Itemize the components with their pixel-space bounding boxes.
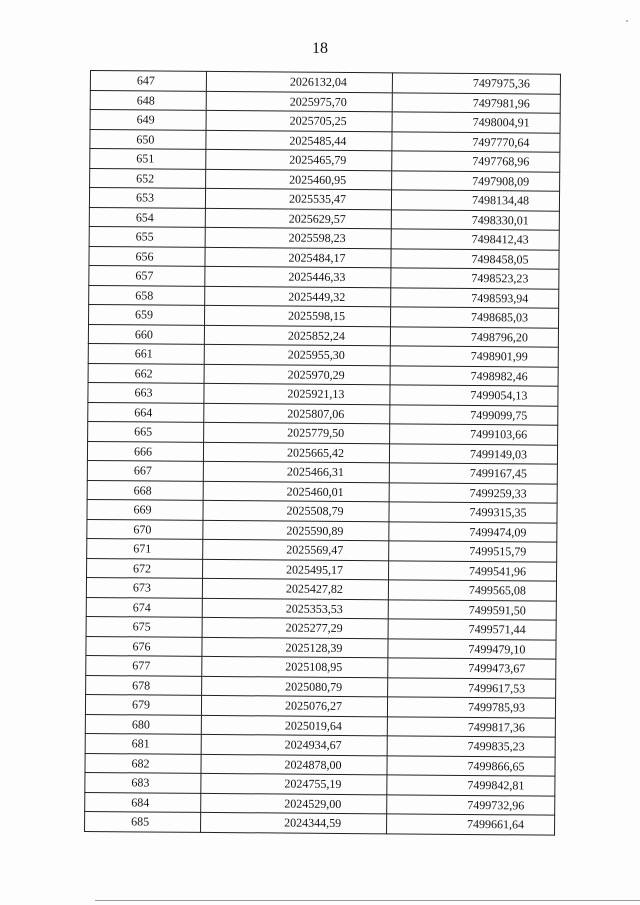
point-number-cell: 685 (85, 811, 201, 831)
point-number-cell: 662 (88, 363, 204, 383)
point-number-cell: 671 (87, 538, 203, 558)
y-coordinate-cell: 7499565,08 (388, 580, 556, 601)
point-number-cell: 647 (90, 71, 206, 91)
x-coordinate-cell: 2025970,29 (204, 364, 390, 385)
y-coordinate-cell: 7499099,75 (390, 404, 558, 425)
point-number-cell: 656 (89, 246, 205, 266)
x-coordinate-cell: 2024934,67 (201, 734, 387, 755)
point-number-cell: 673 (86, 577, 202, 597)
x-coordinate-cell: 2025598,15 (205, 305, 391, 326)
x-coordinate-cell: 2025779,50 (204, 422, 390, 443)
point-number-cell: 668 (87, 480, 203, 500)
x-coordinate-cell: 2025460,01 (203, 481, 389, 502)
x-coordinate-cell: 2025590,89 (203, 520, 389, 541)
point-number-cell: 652 (90, 168, 206, 188)
y-coordinate-cell: 7499866,65 (387, 755, 555, 776)
y-coordinate-cell: 7499541,96 (389, 560, 557, 581)
x-coordinate-cell: 2025080,79 (202, 676, 388, 697)
x-coordinate-cell: 2024878,00 (201, 754, 387, 775)
point-number-cell: 660 (88, 324, 204, 344)
x-coordinate-cell: 2025569,47 (203, 539, 389, 560)
y-coordinate-cell: 7498685,03 (390, 307, 558, 328)
coordinates-table (84, 70, 561, 835)
x-coordinate-cell: 2025535,47 (205, 188, 391, 209)
point-number-cell: 683 (85, 772, 201, 792)
point-number-cell: 650 (90, 129, 206, 149)
y-coordinate-cell: 7499479,10 (388, 638, 556, 659)
point-number-cell: 658 (89, 285, 205, 305)
y-coordinate-cell: 7497908,09 (392, 170, 560, 191)
x-coordinate-cell: 2025019,64 (201, 715, 387, 736)
point-number-cell: 665 (88, 421, 204, 441)
x-coordinate-cell: 2025665,42 (203, 442, 389, 463)
x-coordinate-cell: 2025465,79 (206, 149, 392, 170)
x-coordinate-cell: 2025446,33 (205, 266, 391, 287)
y-coordinate-cell: 7498004,91 (392, 112, 560, 133)
x-coordinate-cell: 2025277,29 (202, 617, 388, 638)
point-number-cell: 672 (87, 558, 203, 578)
point-number-cell: 655 (89, 226, 205, 246)
y-coordinate-cell: 7499591,50 (388, 599, 556, 620)
y-coordinate-cell: 7497975,36 (392, 73, 560, 94)
y-coordinate-cell: 7499617,53 (388, 677, 556, 698)
point-number-cell: 670 (87, 519, 203, 539)
point-number-cell: 681 (85, 733, 201, 753)
y-coordinate-cell: 7498982,46 (390, 365, 558, 386)
point-number-cell: 680 (85, 714, 201, 734)
point-number-cell: 677 (86, 655, 202, 675)
x-coordinate-cell: 2025495,17 (203, 559, 389, 580)
point-number-cell: 657 (89, 265, 205, 285)
point-number-cell: 666 (87, 441, 203, 461)
x-coordinate-cell: 2025466,31 (203, 461, 389, 482)
x-coordinate-cell: 2025508,79 (203, 500, 389, 521)
y-coordinate-cell: 7498901,99 (390, 346, 558, 367)
point-number-cell: 648 (90, 90, 206, 110)
page-number: 18 (312, 40, 328, 57)
y-coordinate-cell: 7498523,23 (391, 268, 559, 289)
y-coordinate-cell: 7499515,79 (389, 541, 557, 562)
x-coordinate-cell: 2025460,95 (206, 169, 392, 190)
x-coordinate-cell: 2025427,82 (202, 578, 388, 599)
y-coordinate-cell: 7499817,36 (387, 716, 555, 737)
x-coordinate-cell: 2025955,30 (204, 344, 390, 365)
x-coordinate-cell: 2025108,95 (202, 656, 388, 677)
scan-edge-line (95, 900, 640, 901)
y-coordinate-cell: 7499473,67 (388, 658, 556, 679)
x-coordinate-cell: 2025705,25 (206, 110, 392, 131)
y-coordinate-cell: 7497768,96 (392, 151, 560, 172)
y-coordinate-cell: 7499149,03 (389, 443, 557, 464)
x-coordinate-cell: 2025975,70 (206, 91, 392, 112)
y-coordinate-cell: 7498412,43 (391, 229, 559, 250)
y-coordinate-cell: 7499103,66 (390, 424, 558, 445)
point-number-cell: 663 (88, 382, 204, 402)
x-coordinate-cell: 2025598,23 (205, 227, 391, 248)
y-coordinate-cell: 7498458,05 (391, 248, 559, 269)
x-coordinate-cell: 2025629,57 (205, 208, 391, 229)
y-coordinate-cell: 7499054,13 (390, 385, 558, 406)
x-coordinate-cell: 2025852,24 (204, 325, 390, 346)
point-number-cell: 654 (89, 207, 205, 227)
point-number-cell: 674 (86, 597, 202, 617)
table-row (85, 811, 555, 834)
point-number-cell: 659 (89, 304, 205, 324)
y-coordinate-cell: 7499842,81 (387, 775, 555, 796)
point-number-cell: 679 (85, 694, 201, 714)
y-coordinate-cell: 7498134,48 (391, 190, 559, 211)
point-number-cell: 661 (88, 343, 204, 363)
y-coordinate-cell: 7497770,64 (392, 131, 560, 152)
x-coordinate-cell: 2025484,17 (205, 247, 391, 268)
y-coordinate-cell: 7499732,96 (387, 794, 555, 815)
y-coordinate-cell: 7498330,01 (391, 209, 559, 230)
point-number-cell: 682 (85, 753, 201, 773)
y-coordinate-cell: 7497981,96 (392, 92, 560, 113)
x-coordinate-cell: 2024344,59 (201, 812, 387, 833)
point-number-cell: 675 (86, 616, 202, 636)
x-coordinate-cell: 2025449,32 (205, 286, 391, 307)
y-coordinate-cell: 7498593,94 (391, 287, 559, 308)
x-coordinate-cell: 2025353,53 (202, 598, 388, 619)
x-coordinate-cell: 2025128,39 (202, 637, 388, 658)
x-coordinate-cell: 2025921,13 (204, 383, 390, 404)
point-number-cell: 669 (87, 499, 203, 519)
x-coordinate-cell: 2025807,06 (204, 403, 390, 424)
y-coordinate-cell: 7499167,45 (389, 463, 557, 484)
point-number-cell: 651 (90, 149, 206, 169)
x-coordinate-cell: 2026132,04 (206, 71, 392, 92)
x-coordinate-cell: 2025485,44 (206, 130, 392, 151)
x-coordinate-cell: 2024755,19 (201, 773, 387, 794)
y-coordinate-cell: 7499835,23 (387, 736, 555, 757)
x-coordinate-cell: 2024529,00 (201, 793, 387, 814)
y-coordinate-cell: 7499785,93 (387, 697, 555, 718)
point-number-cell: 649 (90, 110, 206, 130)
y-coordinate-cell: 7499661,64 (387, 814, 555, 835)
point-number-cell: 678 (86, 675, 202, 695)
y-coordinate-cell: 7499259,33 (389, 482, 557, 503)
y-coordinate-cell: 7499474,09 (389, 521, 557, 542)
coordinates-table-container (84, 70, 554, 835)
y-coordinate-cell: 7499571,44 (388, 619, 556, 640)
point-number-cell: 653 (89, 188, 205, 208)
x-coordinate-cell: 2025076,27 (201, 695, 387, 716)
coordinates-table-body (85, 71, 561, 835)
point-number-cell: 667 (87, 460, 203, 480)
point-number-cell: 664 (88, 402, 204, 422)
point-number-cell: 684 (85, 792, 201, 812)
scan-speck (626, 20, 628, 22)
point-number-cell: 676 (86, 636, 202, 656)
y-coordinate-cell: 7498796,20 (390, 326, 558, 347)
y-coordinate-cell: 7499315,35 (389, 502, 557, 523)
